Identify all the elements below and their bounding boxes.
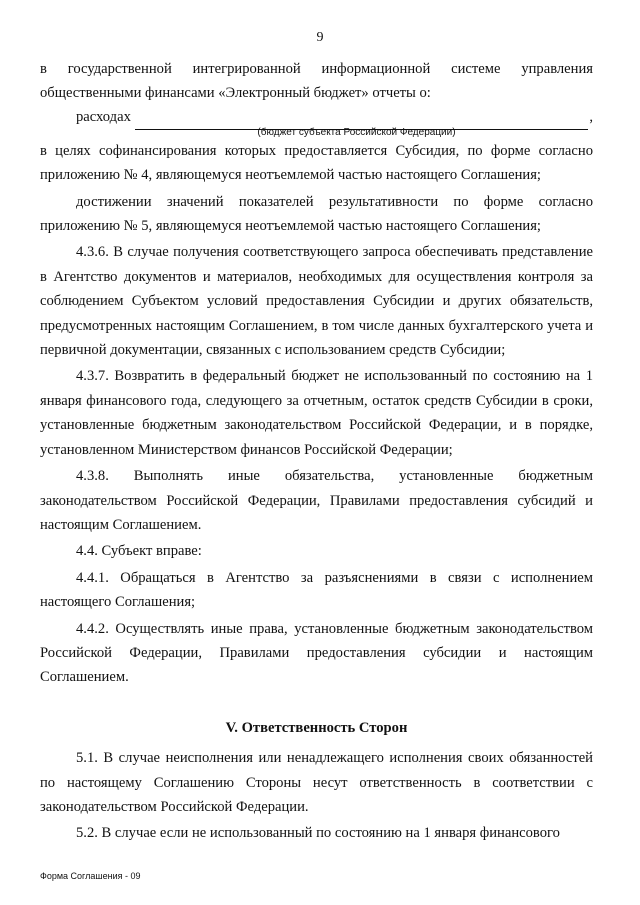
rashody-label: расходах bbox=[76, 109, 131, 126]
paragraph-4-4-2: 4.4.2. Осуществлять иные права, установленные бюджетным законодательством Российской Федерации, Правилами предоставления субсидии и настоящим Соглашением. bbox=[40, 620, 593, 686]
paragraph-4-3-7: 4.3.7. Возвратить в федеральный бюджет не использованный по состоянию на 1 января финансового года, следующего за отчетным, остаток средств Субсидии в сроки, установленные бюджетным законодательством Российской Федерации, и в порядке, установленном Министерством финансов Российской Федерации; bbox=[40, 368, 593, 458]
section-title: V. Ответственность Сторон bbox=[225, 719, 408, 736]
paragraph-4-3-8: 4.3.8. Выполнять иные обязательства, установленные бюджетным законодательством Российской Федерации, Правилами предоставления субсидий и настоящим Соглашением. bbox=[40, 468, 593, 533]
text-line: общественными финансами «Электронный бюджет» отчеты о: bbox=[40, 85, 431, 102]
paragraph-5-2: 5.2. В случае если не использованный по состоянию на 1 января финансового bbox=[76, 825, 560, 842]
footer-form-label: Форма Соглашения - 09 bbox=[40, 871, 141, 881]
paragraph-5-1: 5.1. В случае неисполнения или ненадлежащего исполнения своих обязанностей по настоящему Соглашению Стороны несут ответственность в соответствии с законодательством Российской Федерации. bbox=[40, 750, 593, 815]
rashody-comma: , bbox=[589, 109, 593, 126]
page-number: 9 bbox=[316, 30, 324, 45]
document-body bbox=[40, 57, 593, 846]
text-line: приложению № 5, являющемуся неотъемлемой частью настоящего Соглашения; bbox=[40, 218, 541, 235]
fill-line-caption: (бюджет субъекта Российской Федерации) bbox=[257, 126, 456, 138]
paragraph-4-3-6: 4.3.6. В случае получения соответствующего запроса обеспечивать представление в Агентство документов и материалов, необходимых для осуществления контроля за соблюдением Субъектом условий предоставления Субсидии и других обязательств, предусмотренных настоящим Соглашением, в том числе данных бухгалтерского учета и первичной документации, связанных с использованием средств Субсидии; bbox=[40, 244, 593, 359]
paragraph-4-4: 4.4. Субъект вправе: bbox=[76, 543, 202, 560]
text-line: в целях софинансирования которых предоставляется Субсидия, по форме согласно bbox=[40, 142, 593, 159]
text-line: в государственной интегрированной информационной системе управления bbox=[40, 61, 593, 77]
text-line: достижении значений показателей результативности по форме согласно bbox=[76, 193, 593, 210]
paragraph-4-4-1: 4.4.1. Обращаться в Агентство за разъяснениями в связи с исполнением настоящего Соглашения; bbox=[40, 569, 593, 611]
text-line: приложению № 4, являющемуся неотъемлемой частью настоящего Соглашения; bbox=[40, 167, 541, 184]
